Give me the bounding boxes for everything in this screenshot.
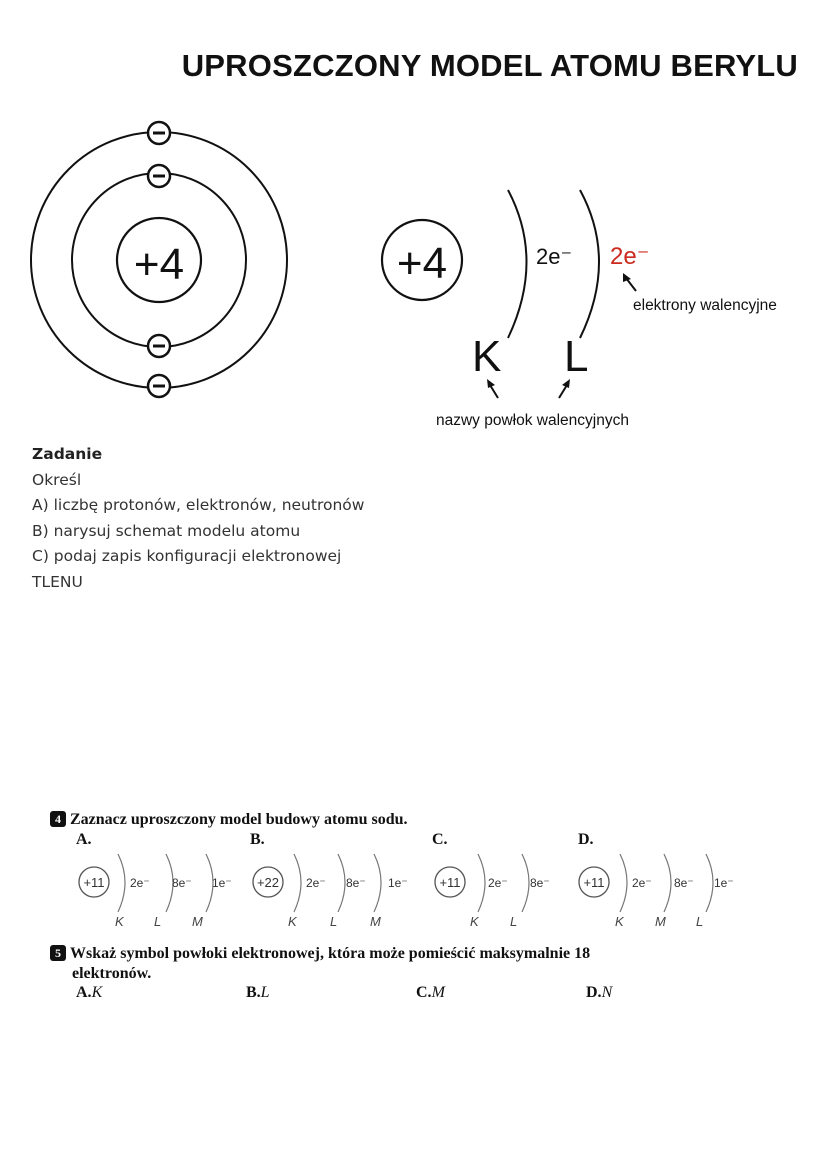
electron [148,335,170,357]
svg-text:L: L [696,914,704,929]
svg-text:+11: +11 [83,875,105,890]
q4-option-d-letter[interactable]: D. [578,831,594,848]
svg-text:1e⁻: 1e⁻ [714,876,734,890]
q4-option-a-letter[interactable]: A. [76,831,92,848]
scheme-nucleus-charge: +4 [396,239,448,288]
svg-text:K: K [615,914,624,929]
q4-option-a-diagram[interactable] [79,854,232,929]
page-title: UPROSZCZONY MODEL ATOMU BERYLU [181,48,798,83]
question-5-heading [50,944,590,984]
nucleus-charge-label: +4 [133,240,185,289]
question-4-text: Zaznacz uproszczony model budowy atomu sodu. [70,811,408,828]
svg-text:K: K [470,914,479,929]
q4-option-c-diagram[interactable] [435,854,550,929]
question-5-text-line2: elektronów. [72,965,152,982]
svg-text:M: M [192,914,203,929]
q4-option-c-letter[interactable]: C. [432,831,448,848]
shell-k-label: K [472,332,502,381]
task-section [32,442,364,595]
q4-option-b-letter[interactable]: B. [250,831,265,848]
svg-text:K: K [115,914,124,929]
question-4-heading [50,811,408,829]
svg-text:+22: +22 [256,875,280,890]
shell-l-electrons: 2e⁻ [610,243,650,270]
svg-text:2e⁻: 2e⁻ [306,876,326,890]
q5-option-d[interactable]: D.N [586,984,613,1001]
task-heading: Zadanie [32,445,103,463]
shell-scheme-diagram [360,180,820,440]
svg-text:2e⁻: 2e⁻ [488,876,508,890]
shell-names-label: nazwy powłok walencyjnych [436,412,629,429]
question-4-number: 4 [50,811,66,827]
svg-text:8e⁻: 8e⁻ [530,876,550,890]
svg-text:1e⁻: 1e⁻ [388,876,408,890]
svg-text:L: L [510,914,518,929]
svg-text:8e⁻: 8e⁻ [674,876,694,890]
svg-text:M: M [370,914,381,929]
shell-k-arc [508,190,527,338]
q5-option-a[interactable]: A.K [76,984,103,1001]
svg-text:2e⁻: 2e⁻ [130,876,150,890]
svg-text:2e⁻: 2e⁻ [632,876,652,890]
electron [148,165,170,187]
svg-text:8e⁻: 8e⁻ [346,876,366,890]
task-intro: Określ [32,470,82,489]
q4-option-d-diagram[interactable] [579,854,734,929]
valence-electrons-label: elektrony walencyjne [633,297,777,314]
q4-option-b-diagram[interactable] [253,854,408,929]
electron [148,122,170,144]
svg-text:+11: +11 [439,875,461,890]
svg-text:1e⁻: 1e⁻ [212,876,232,890]
shell-k-electrons: 2e⁻ [536,244,573,269]
shell-l-arc [580,190,599,338]
question-4-options-diagrams [70,848,770,934]
q5-option-b[interactable]: B.L [246,984,270,1001]
svg-text:M: M [655,914,666,929]
shell-l-label: L [564,332,589,381]
task-item-b: B) narysuj schemat modelu atomu [32,521,301,540]
svg-text:K: K [288,914,297,929]
q5-option-c[interactable]: C.M [416,984,445,1001]
svg-text:L: L [330,914,338,929]
bohr-model-diagram [0,110,300,420]
question-5-text-line1: Wskaż symbol powłoki elektronowej, która może pomieścić maksymalnie 18 [70,945,591,962]
question-5-number: 5 [50,945,66,961]
task-element: TLENU [32,572,83,591]
svg-text:8e⁻: 8e⁻ [172,876,192,890]
task-item-a: A) liczbę protonów, elektronów, neutronów [32,496,365,514]
task-item-c: C) podaj zapis konfiguracji elektronowej [32,547,342,565]
svg-text:L: L [154,914,162,929]
electron [148,375,170,397]
svg-text:+11: +11 [583,875,605,890]
